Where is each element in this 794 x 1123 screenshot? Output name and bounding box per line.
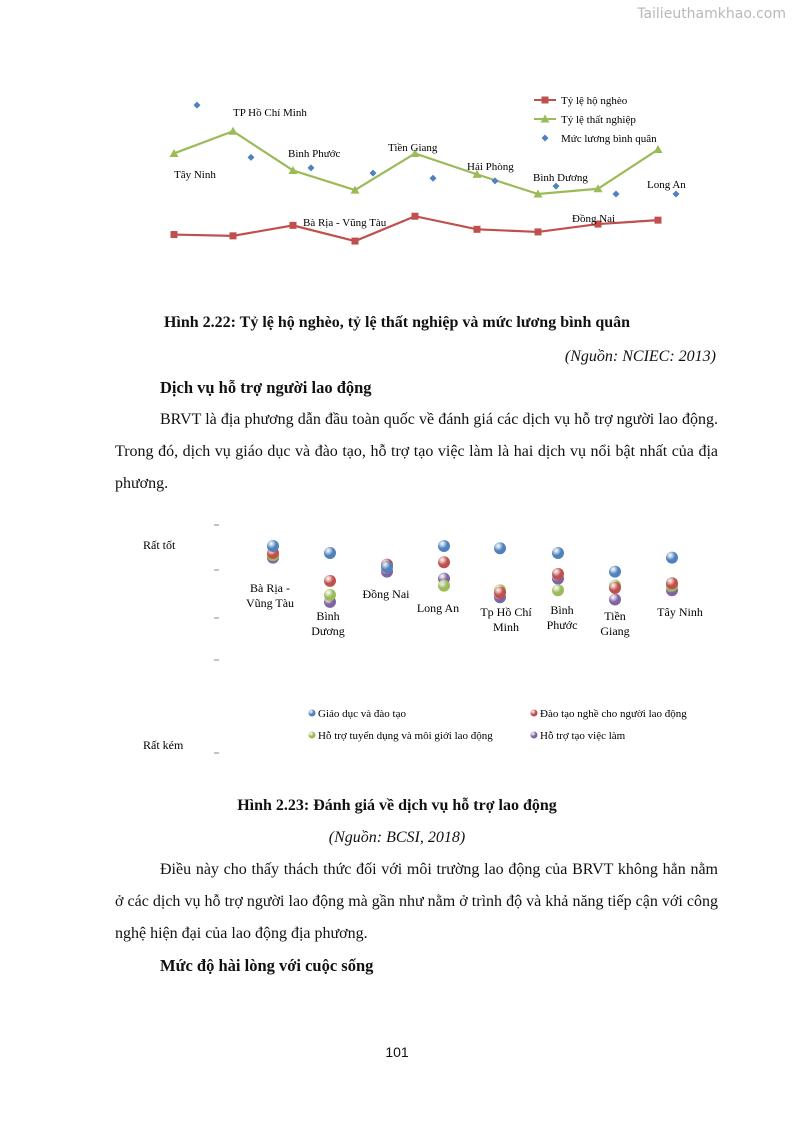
paragraph-2-text: Điều này cho thấy thách thức đối với môi trường lao động của BRVT không hẳn nằm ở các dịch vụ hỗ trợ người lao động mà gần như nằm ở trình độ và khả năng tiếp cận với công nghệ hiện đại của lao động địa phương. bbox=[115, 861, 718, 942]
legend-label-giao-duc-va-dao-tao: Giáo dục và đào tạo bbox=[318, 708, 406, 720]
watermark: Tailieuthamkhao.com bbox=[637, 6, 786, 22]
marker-muc-luong-binh-quan-4 bbox=[430, 175, 437, 182]
x-label-tien-giang: Tiền Giang bbox=[388, 142, 438, 154]
x-label-line: Tiền bbox=[604, 609, 626, 623]
figure-2-23-source: (Nguồn: BCSI, 2018) bbox=[328, 829, 466, 846]
paragraph-1-text: BRVT là địa phương dẫn đầu toàn quốc về đánh giá các dịch vụ hỗ trợ người lao động. Trong đó, dịch vụ giáo dục và đào tạo, hỗ trợ tạo việc làm là hai dịch vụ nổi bật nhất của địa phương. bbox=[115, 411, 718, 492]
page-number: 101 bbox=[385, 1044, 409, 1060]
x-label-line: Tây Ninh bbox=[657, 605, 703, 619]
marker-muc-luong-binh-quan-3 bbox=[370, 170, 377, 177]
figure-2-22-source: (Nguồn: NCIEC: 2013) bbox=[564, 348, 716, 365]
point-ho-tro-tao-viec-lam-6 bbox=[609, 594, 621, 606]
marker-muc-luong-binh-quan-0 bbox=[194, 102, 201, 109]
x-label-line: Bình bbox=[316, 609, 340, 623]
point-giao-duc-va-dao-tao-0 bbox=[267, 540, 279, 552]
y-label-bottom: Rất kém bbox=[143, 738, 184, 752]
point-giao-duc-va-dao-tao-5 bbox=[552, 547, 564, 559]
x-label-dong-nai bbox=[363, 587, 411, 601]
marker-ty-le-ho-ngheo-3 bbox=[352, 238, 359, 245]
x-label-tp-ho-chi-minh: TP Hồ Chí Minh bbox=[233, 107, 307, 119]
y-label-top: Rất tốt bbox=[143, 538, 176, 552]
point-giao-duc-va-dao-tao-2 bbox=[381, 561, 393, 573]
point-dao-tao-nghe-cho-nguoi-lao-dong-3 bbox=[438, 556, 450, 568]
x-label-line: Minh bbox=[492, 620, 520, 634]
point-giao-duc-va-dao-tao-1 bbox=[324, 547, 336, 559]
x-label-line: Vũng Tàu bbox=[245, 596, 295, 610]
legend-label-ho-tro-tuyen-dung-va-moi-gioi-lao-dong: Hỗ trợ tuyển dụng và môi giới lao động bbox=[318, 730, 493, 742]
x-label-line: Long An bbox=[416, 601, 460, 615]
marker-ty-le-ho-ngheo-2 bbox=[290, 222, 297, 229]
marker-ty-le-ho-ngheo-5 bbox=[474, 226, 481, 233]
point-ho-tro-tuyen-dung-va-moi-gioi-lao-dong-3 bbox=[438, 580, 450, 592]
x-label-line: Bình bbox=[550, 603, 574, 617]
legend-marker-giao-duc-va-dao-tao bbox=[309, 710, 316, 717]
marker-muc-luong-binh-quan-1 bbox=[248, 154, 255, 161]
point-ho-tro-tuyen-dung-va-moi-gioi-lao-dong-1 bbox=[324, 589, 336, 601]
x-label-binh-phuoc bbox=[547, 603, 578, 632]
x-label-hai-phong: Hải Phòng bbox=[467, 161, 514, 173]
x-label-line: Đồng Nai bbox=[362, 587, 410, 601]
legend-marker-ty-le-ho-ngheo bbox=[542, 97, 549, 104]
point-giao-duc-va-dao-tao-6 bbox=[609, 566, 621, 578]
point-dao-tao-nghe-cho-nguoi-lao-dong-1 bbox=[324, 575, 336, 587]
legend-marker-dao-tao-nghe-cho-nguoi-lao-dong bbox=[531, 710, 538, 717]
point-giao-duc-va-dao-tao-4 bbox=[494, 542, 506, 554]
section-heading-life-satisfaction: Mức độ hài lòng với cuộc sống bbox=[160, 956, 374, 975]
marker-ty-le-ho-ngheo-8 bbox=[655, 217, 662, 224]
point-ho-tro-tuyen-dung-va-moi-gioi-lao-dong-5 bbox=[552, 584, 564, 596]
marker-ty-le-ho-ngheo-6 bbox=[535, 228, 542, 235]
legend-marker-muc-luong-binh-quan bbox=[542, 135, 549, 142]
chart-poverty-unemployment-wage bbox=[0, 0, 794, 300]
x-label-tien-giang bbox=[600, 609, 629, 638]
marker-ty-le-that-nghiep-1 bbox=[229, 127, 238, 135]
figure-2-22-caption: Hình 2.22: Tỷ lệ hộ nghèo, tỷ lệ thất nghiệp và mức lương bình quân bbox=[163, 314, 631, 331]
paragraph-labor-services bbox=[115, 404, 718, 500]
legend-label-muc-luong-binh-quan: Mức lương bình quân bbox=[561, 133, 657, 145]
marker-ty-le-ho-ngheo-1 bbox=[230, 232, 237, 239]
x-label-binh-phuoc: Bình Phước bbox=[288, 148, 341, 160]
figure-2-23-caption: Hình 2.23: Đánh giá về dịch vụ hỗ trợ lao động bbox=[237, 797, 557, 814]
x-label-tp-ho-chi-minh bbox=[480, 605, 532, 634]
point-dao-tao-nghe-cho-nguoi-lao-dong-4 bbox=[494, 587, 506, 599]
marker-ty-le-that-nghiep-8 bbox=[654, 145, 663, 153]
x-label-tay-ninh: Tây Ninh bbox=[174, 169, 216, 181]
x-label-long-an bbox=[417, 601, 459, 615]
x-label-tay-ninh bbox=[657, 605, 703, 619]
marker-ty-le-ho-ngheo-4 bbox=[412, 213, 419, 220]
marker-muc-luong-binh-quan-2 bbox=[308, 164, 315, 171]
marker-ty-le-ho-ngheo-0 bbox=[171, 231, 178, 238]
point-giao-duc-va-dao-tao-7 bbox=[666, 552, 678, 564]
chart-labor-support-evaluation bbox=[0, 510, 794, 780]
paragraph-conclusion bbox=[115, 854, 718, 950]
marker-muc-luong-binh-quan-8 bbox=[673, 191, 680, 198]
point-dao-tao-nghe-cho-nguoi-lao-dong-6 bbox=[609, 582, 621, 594]
x-label-long-an: Long An bbox=[647, 179, 686, 191]
legend-label-dao-tao-nghe-cho-nguoi-lao-dong: Đào tạo nghề cho người lao động bbox=[540, 708, 687, 720]
x-label-line: Phước bbox=[546, 618, 578, 632]
point-giao-duc-va-dao-tao-3 bbox=[438, 540, 450, 552]
legend-label-ty-le-that-nghiep: Tỷ lệ thất nghiệp bbox=[561, 114, 636, 126]
x-label-line: Giang bbox=[600, 624, 630, 638]
point-dao-tao-nghe-cho-nguoi-lao-dong-7 bbox=[666, 577, 678, 589]
legend-marker-ho-tro-tuyen-dung-va-moi-gioi-lao-dong bbox=[309, 732, 316, 739]
legend-marker-ho-tro-tao-viec-lam bbox=[531, 732, 538, 739]
x-label-ba-ria-vung-tau bbox=[246, 581, 294, 610]
point-dao-tao-nghe-cho-nguoi-lao-dong-5 bbox=[552, 568, 564, 580]
x-label-ba-ria-vung-tau: Bà Rịa - Vũng Tàu bbox=[303, 217, 387, 229]
x-label-binh-duong: Bình Dương bbox=[533, 172, 588, 184]
legend-label-ty-le-ho-ngheo: Tỷ lệ hộ nghèo bbox=[561, 95, 628, 107]
x-label-line: Dương bbox=[311, 624, 345, 638]
section-heading-labor-services: Dịch vụ hỗ trợ người lao động bbox=[160, 378, 372, 397]
x-label-line: Bà Rịa - bbox=[250, 581, 290, 595]
x-label-line: Tp Hồ Chí bbox=[480, 605, 532, 619]
marker-muc-luong-binh-quan-7 bbox=[613, 191, 620, 198]
x-label-dong-nai: Đồng Nai bbox=[572, 213, 616, 225]
x-label-binh-duong bbox=[311, 609, 345, 638]
legend-label-ho-tro-tao-viec-lam: Hỗ trợ tạo việc làm bbox=[540, 730, 626, 742]
